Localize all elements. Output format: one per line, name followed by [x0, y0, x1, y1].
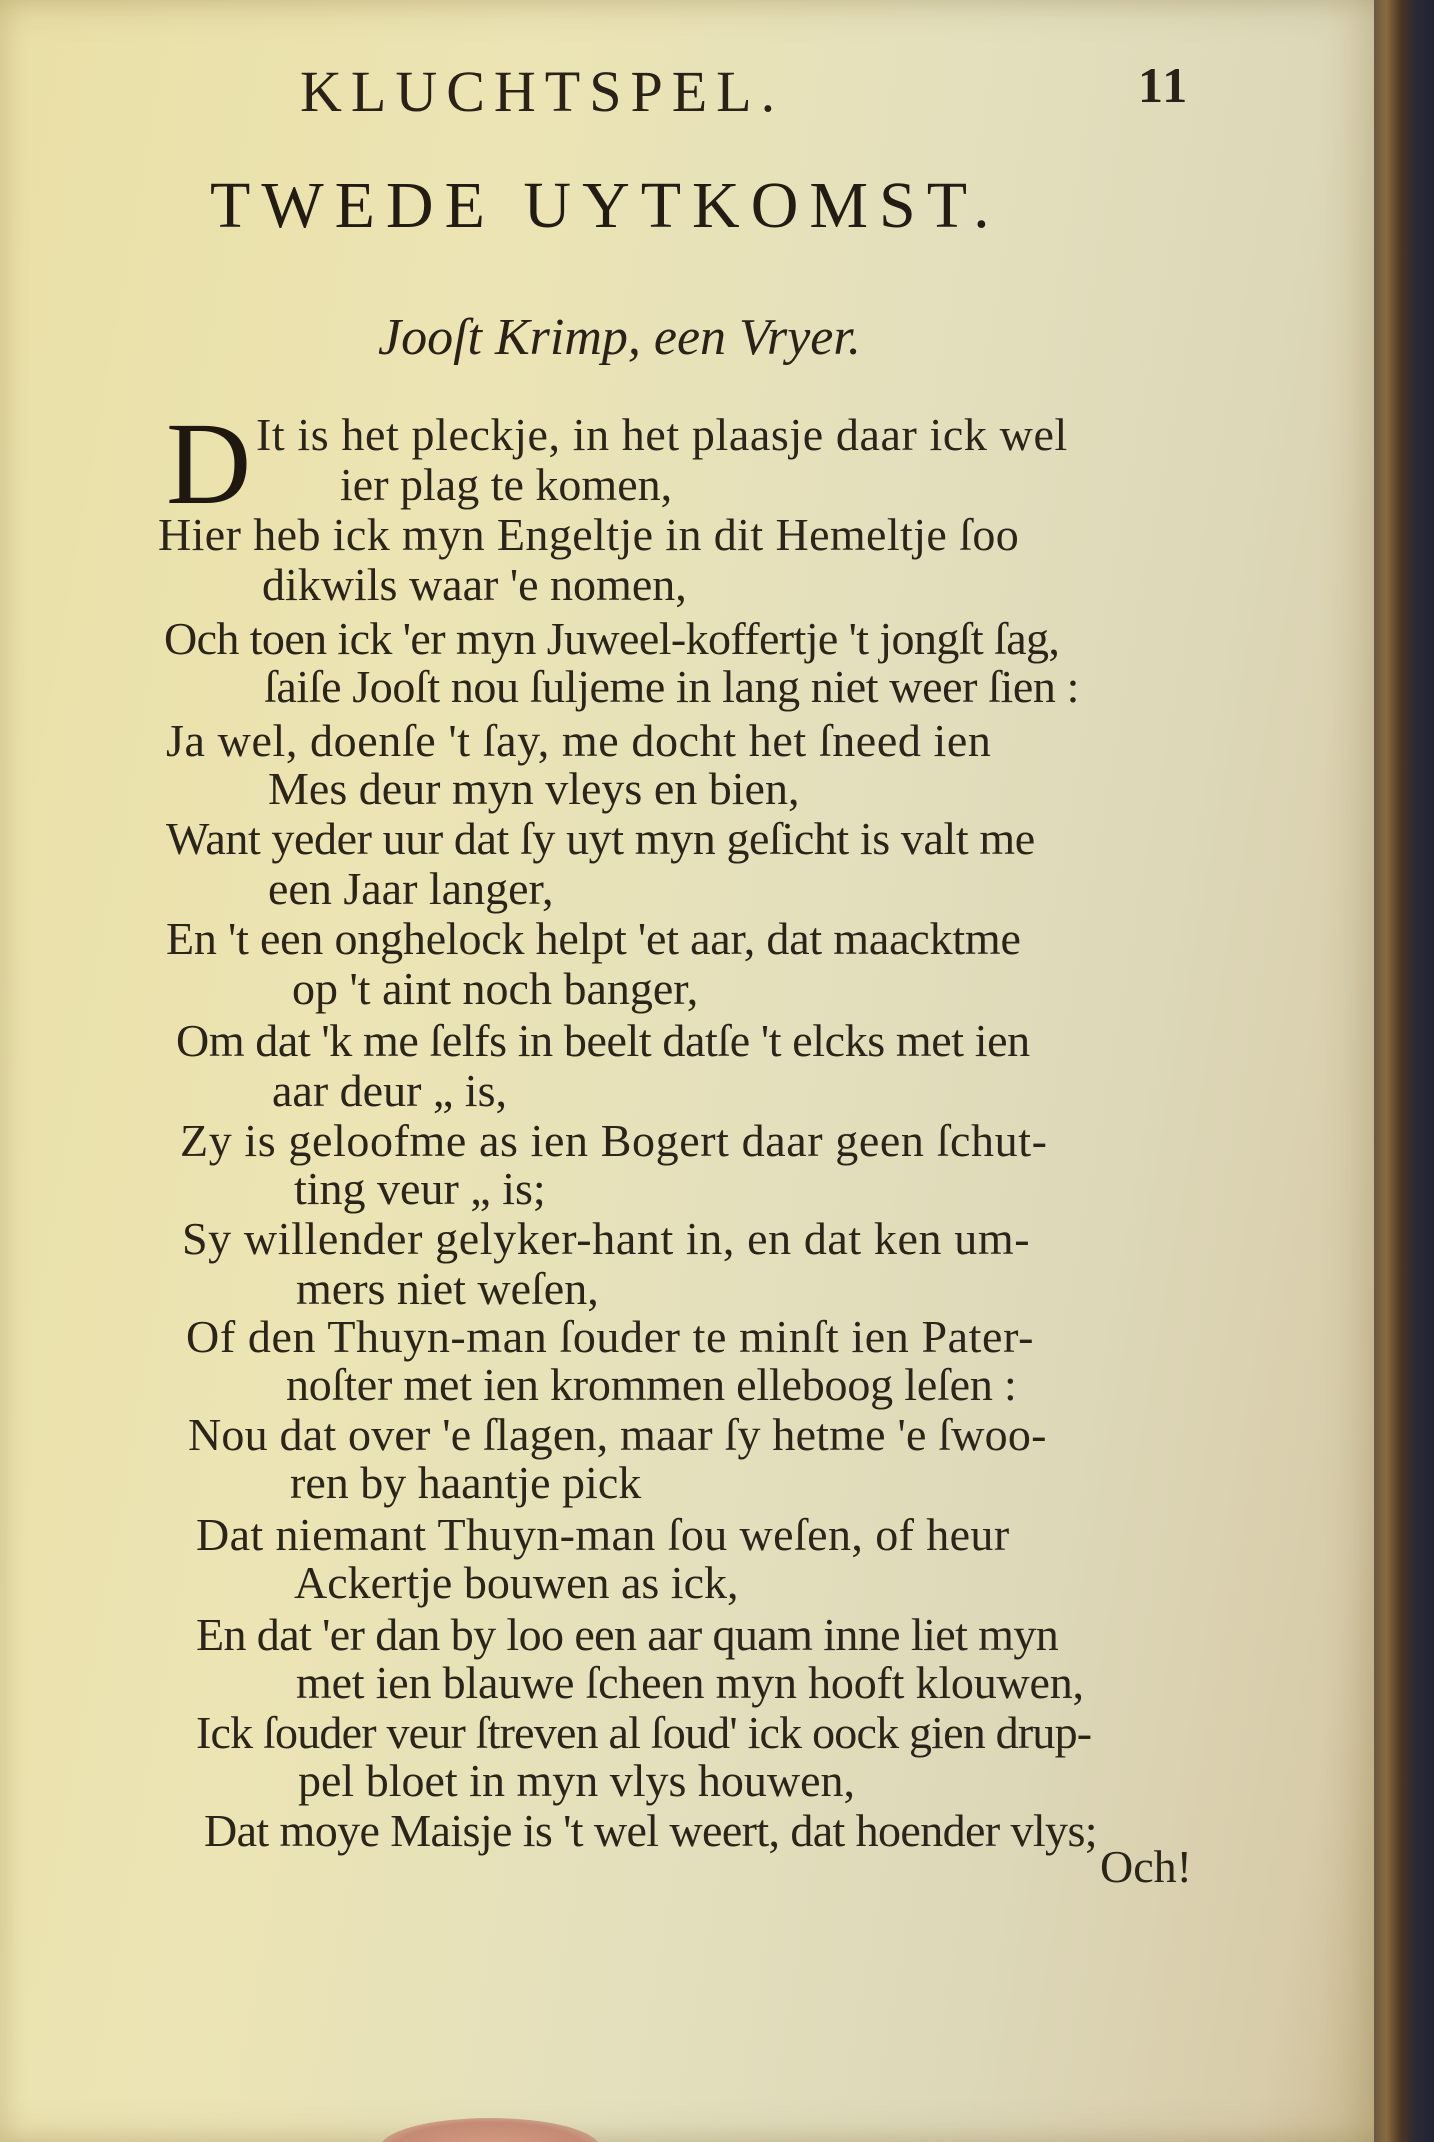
catchword: Och!: [1100, 1841, 1192, 1892]
verse-line: Ja wel, doenſe 't ſay, me docht het ſneed ien: [166, 715, 992, 766]
verse-line: noſter met ien krommen elleboog leſen :: [286, 1359, 1017, 1410]
scene-title: TWEDE UYTKOMST.: [210, 169, 1001, 242]
verse-line: Nou dat over 'e ſlagen, maar ſy hetme 'e ſwoo-: [188, 1409, 1047, 1460]
verse-line: ſaiſe Jooſt nou ſuljeme in lang niet weer ſien :: [264, 661, 1079, 712]
verse-line: Om dat 'k me ſelfs in beelt datſe 't elcks met ien: [176, 1015, 1030, 1066]
book-spine: [1374, 0, 1434, 2142]
verse-line: met ien blauwe ſcheen myn hooft klouwen,: [296, 1657, 1084, 1708]
verse-line: een Jaar langer,: [268, 863, 554, 914]
verse-line: En 't een onghelock helpt 'et aar, dat maacktme: [166, 913, 1021, 964]
verse-line: It is het pleckje, in het plaasje daar ick wel: [256, 409, 1068, 460]
verse-line: Want yeder uur dat ſy uyt myn geſicht is valt me: [166, 813, 1035, 864]
verse-line: Hier heb ick myn Engeltje in dit Hemeltje ſoo: [158, 509, 1020, 560]
verse-line: Dat niemant Thuyn-man ſou weſen, of heur: [196, 1509, 1010, 1560]
verse-line: En dat 'er dan by loo een aar quam inne liet myn: [196, 1609, 1059, 1660]
verse-line: pel bloet in myn vlys houwen,: [298, 1755, 856, 1806]
verse-line: ting veur „ is;: [294, 1163, 546, 1214]
verse-line: Ackertje bouwen as ick,: [294, 1557, 739, 1608]
verse-line: mers niet weſen,: [296, 1263, 599, 1314]
verse-line: Sy willender gelyker-hant in, en dat ken um-: [182, 1213, 1031, 1264]
verse-line: ren by haantje pick: [290, 1457, 642, 1508]
verse-line: op 't aint noch banger,: [292, 963, 699, 1014]
verse-line: Zy is geloofme as ien Bogert daar geen ſchut-: [180, 1115, 1048, 1166]
verse-line: aar deur „ is,: [272, 1065, 507, 1116]
verse-line: Mes deur myn vleys en bien,: [268, 763, 800, 814]
verse-line: ier plag te komen,: [340, 459, 673, 510]
page-number: 11: [1138, 57, 1190, 113]
verse-line: dikwils waar 'e nomen,: [262, 559, 687, 610]
verse-line: Of den Thuyn-man ſouder te minſt ien Pater-: [186, 1311, 1034, 1362]
drop-cap: D: [166, 398, 252, 529]
running-title: KLUCHTSPEL.: [300, 59, 785, 124]
verse-line: Och toen ick 'er myn Juweel-koffertje 't jongſt ſag,: [164, 613, 1060, 664]
speaker-heading: Jooſt Krimp, een Vryer.: [378, 309, 861, 366]
verse-line: Ick ſouder veur ſtreven al ſoud' ick oock gien drup-: [196, 1707, 1092, 1758]
verse-line: Dat moye Maisje is 't wel weert, dat hoender vlys;: [204, 1805, 1097, 1856]
